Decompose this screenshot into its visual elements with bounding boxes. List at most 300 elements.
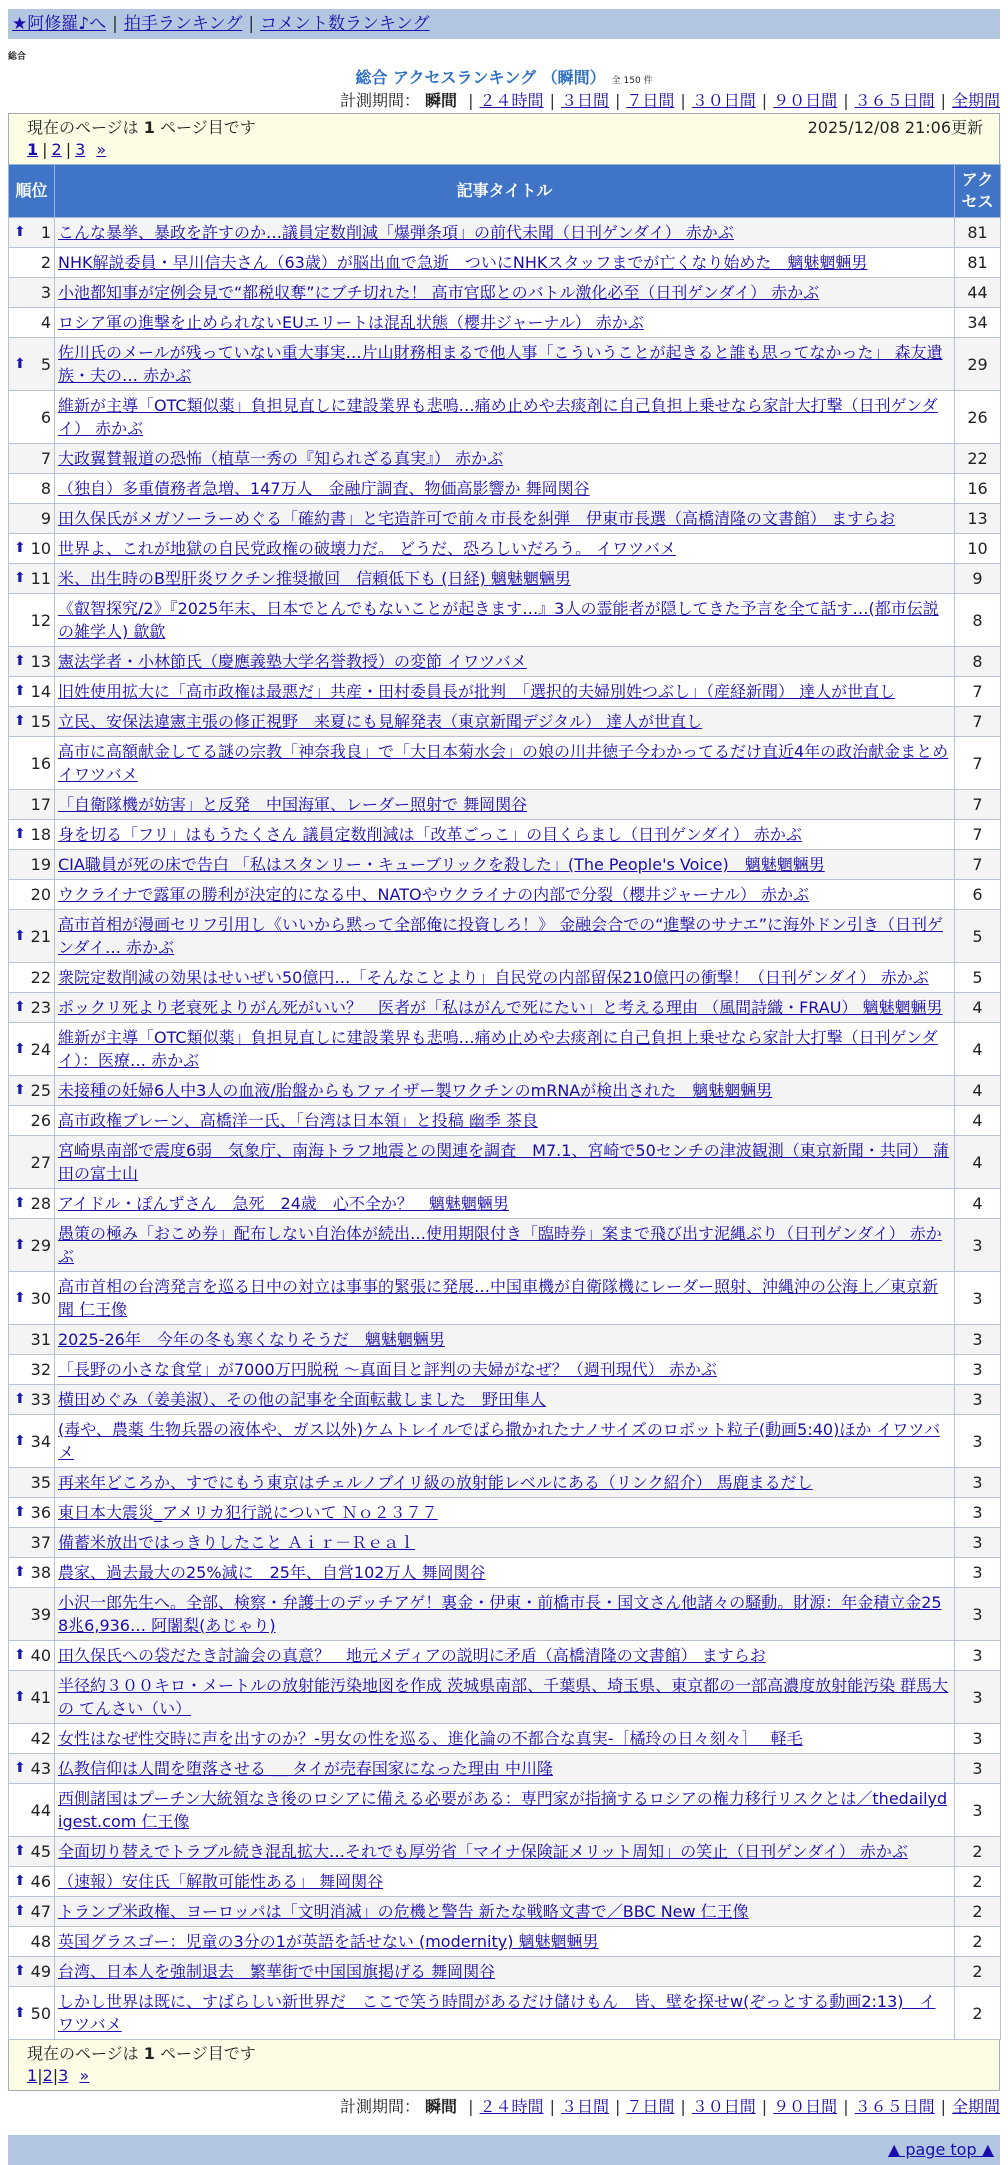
rank-cell <box>9 993 55 1023</box>
ranking-table <box>8 164 1001 2040</box>
rank-number: 41 <box>30 1687 51 1707</box>
article-title-link[interactable]: 憲法学者・小林節氏（慶應義塾大学名誉教授）の変節 イワツバメ <box>58 652 527 671</box>
rank-number: 7 <box>40 449 51 468</box>
rank-number: 25 <box>30 1081 51 1100</box>
table-row <box>9 963 1001 993</box>
access-count: 7 <box>955 850 1001 880</box>
access-count: 4 <box>955 993 1001 1023</box>
table-row <box>9 504 1001 534</box>
header-access: アクセス <box>955 165 1001 218</box>
rank-number: 5 <box>40 354 51 374</box>
article-title-link[interactable]: （独自）多重債務者急増、147万人 金融庁調査、物価高影響か 舞岡関谷 <box>58 479 590 498</box>
article-title-link[interactable]: 維新が主導「OTC類似薬」負担見直しに建設業界も悲鳴…痛め止めや去痰剤に自己負担上乗せなら家計大打撃（日刊ゲンダイ）：医療… 赤かぶ <box>58 1028 938 1070</box>
table-row <box>9 1957 1001 1987</box>
period-link[interactable]: ３６５日間 <box>854 91 935 110</box>
title-cell <box>55 820 955 850</box>
table-row <box>9 564 1001 594</box>
title-cell <box>55 1385 955 1415</box>
title-cell <box>55 880 955 910</box>
page-separator: | <box>52 2066 59 2085</box>
page-links <box>27 2065 983 2087</box>
article-title-link[interactable]: 台湾、日本人を強制退去 繁華街で中国国旗掲げる 舞岡関谷 <box>58 1962 496 1981</box>
page-link-3[interactable]: 3 <box>75 140 86 159</box>
title-cell <box>55 248 955 278</box>
access-count: 5 <box>955 910 1001 963</box>
bottom-bar <box>8 2135 1000 2165</box>
rank-number: 13 <box>30 652 51 671</box>
article-title-link[interactable]: 全面切り替えでトラブル続き混乱拡大…それでも厚労省「マイナ保険証メリット周知」の笑止（日刊ゲンダイ） 赤かぶ <box>58 1842 908 1861</box>
period-separator: | <box>468 91 474 110</box>
article-title-link[interactable]: 米、出生時のB型肝炎ワクチン推奨撤回 信頼低下も (日経) 魑魅魍魎男 <box>58 569 571 588</box>
period-link[interactable]: ３日間 <box>560 2097 609 2116</box>
title-cell <box>55 1867 955 1897</box>
title-cell <box>55 1754 955 1784</box>
up-arrow-icon: ⬆ <box>14 1903 26 1919</box>
title-cell <box>55 338 955 391</box>
period-label: 計測期間： <box>339 91 420 110</box>
table-row <box>9 1106 1001 1136</box>
rank-cell <box>9 1641 55 1671</box>
rank-number: 14 <box>30 682 51 701</box>
rank-cell <box>9 594 55 647</box>
rank-cell <box>9 1498 55 1528</box>
article-title-link[interactable]: 旧姓使用拡大に「高市政権は最悪だ」共産・田村委員長が批判 「選択的夫婦別姓つぶし」（産経新聞） 達人が世直し <box>58 682 896 701</box>
table-row <box>9 1076 1001 1106</box>
period-separator: | <box>940 91 946 110</box>
page-link-2[interactable]: 2 <box>42 2066 53 2085</box>
table-row <box>9 1837 1001 1867</box>
table-row <box>9 1498 1001 1528</box>
rank-cell <box>9 1897 55 1927</box>
table-row <box>9 1641 1001 1671</box>
rank-number: 16 <box>30 753 51 773</box>
access-count: 26 <box>955 391 1001 444</box>
period-link[interactable]: ２４時間 <box>479 2097 544 2116</box>
title-cell <box>55 1784 955 1837</box>
access-count: 3 <box>955 1325 1001 1355</box>
rank-cell <box>9 1076 55 1106</box>
access-count: 9 <box>955 564 1001 594</box>
article-title-link[interactable]: 西側諸国はプーチン大統領なき後のロシアに備える必要がある：専門家が指摘するロシアの権力移行リスクとは／thedailydigest.com 仁王像 <box>58 1789 948 1831</box>
article-title-link[interactable]: 高市政権ブレーン、高橋洋一氏、「台湾は日本領」と投稿 幽季 茶良 <box>58 1111 538 1130</box>
period-separator: | <box>680 2097 686 2116</box>
next-page-link[interactable]: » <box>96 140 107 159</box>
table-row <box>9 1987 1001 2040</box>
access-count: 44 <box>955 278 1001 308</box>
rank-cell <box>9 1272 55 1325</box>
title-cell <box>55 737 955 790</box>
rank-number: 6 <box>40 407 51 427</box>
period-separator: | <box>843 2097 849 2116</box>
access-count: 22 <box>955 444 1001 474</box>
period-separator: | <box>614 91 621 110</box>
title-cell <box>55 707 955 737</box>
access-count: 3 <box>955 1558 1001 1588</box>
article-title-link[interactable]: 維新が主導「OTC類似薬」負担見直しに建設業界も悲鳴…痛め止めや去痰剤に自己負担上乗せなら家計大打撃（日刊ゲンダイ） 赤かぶ <box>58 396 938 438</box>
rank-cell <box>9 338 55 391</box>
up-arrow-icon: ⬆ <box>14 999 26 1015</box>
period-separator: | <box>549 91 555 110</box>
up-arrow-icon: ⬆ <box>14 653 26 669</box>
period-current: 瞬間 <box>425 2097 458 2116</box>
table-row <box>9 1136 1001 1189</box>
title-cell <box>55 1927 955 1957</box>
rank-number: 32 <box>30 1360 51 1379</box>
article-title-link[interactable]: 仏教信仰は人間を堕落させる ＿ タイが売春国家になった理由 中川隆 <box>58 1759 553 1778</box>
period-link[interactable]: 全期間 <box>951 91 1000 110</box>
rank-cell <box>9 1588 55 1641</box>
rank-number: 4 <box>40 313 51 332</box>
up-arrow-icon: ⬆ <box>14 540 26 556</box>
rank-number: 45 <box>30 1842 51 1861</box>
rank-cell <box>9 1784 55 1837</box>
table-row <box>9 1189 1001 1219</box>
clap-ranking-link[interactable]: 拍手ランキング <box>123 14 243 34</box>
access-count: 4 <box>955 1076 1001 1106</box>
article-title-link[interactable]: 英国グラスゴー：児童の3分の1が英語を話せない (modernity) 魑魅魍魎男 <box>58 1932 599 1951</box>
rank-cell <box>9 1136 55 1189</box>
up-arrow-icon: ⬆ <box>14 1195 26 1211</box>
nav-separator: | <box>248 14 255 34</box>
period-link[interactable]: ３０日間 <box>691 2097 756 2116</box>
rank-number: 35 <box>30 1473 51 1492</box>
title-cell <box>55 534 955 564</box>
access-count: 3 <box>955 1754 1001 1784</box>
rank-cell <box>9 218 55 248</box>
access-count: 3 <box>955 1528 1001 1558</box>
table-row <box>9 594 1001 647</box>
table-row <box>9 1385 1001 1415</box>
up-arrow-icon: ⬆ <box>14 1432 26 1449</box>
article-title-link[interactable]: 《叡智探究/2》『2025年末、日本でとんでもないことが起きます…』3人の霊能者が隠してきた予言を全て話す…(都市伝説の雑学人) 歙歙 <box>58 599 939 641</box>
access-count: 3 <box>955 1724 1001 1754</box>
article-title-link[interactable]: 立民、安保法違憲主張の修正視野 来夏にも見解発表（東京新聞デジタル） 達人が世直し <box>58 712 703 731</box>
title-cell <box>55 391 955 444</box>
up-arrow-icon: ⬆ <box>14 1760 26 1776</box>
page-separator: | <box>42 140 48 159</box>
up-arrow-icon: ⬆ <box>14 1391 26 1407</box>
title-cell <box>55 1837 955 1867</box>
access-count: 7 <box>955 677 1001 707</box>
access-count: 34 <box>955 308 1001 338</box>
title-cell <box>55 790 955 820</box>
article-title-link[interactable]: 身を切る「フリ」はもうたくさん 議員定数削減は「改革ごっこ」の目くらまし（日刊ゲンダイ） 赤かぶ <box>58 825 802 844</box>
table-row <box>9 1724 1001 1754</box>
rank-number: 15 <box>30 712 51 731</box>
article-title-link[interactable]: 大政翼賛報道の恐怖（植草一秀の『知られざる真実』） 赤かぶ <box>58 449 504 468</box>
table-row <box>9 308 1001 338</box>
rank-number: 27 <box>30 1152 51 1172</box>
rank-number: 42 <box>30 1729 51 1748</box>
article-title-link[interactable]: 「自衛隊機が妨害」と反発 中国海軍、レーダー照射で 舞岡関谷 <box>58 795 528 814</box>
rank-cell <box>9 1355 55 1385</box>
title-cell <box>55 594 955 647</box>
rank-number: 8 <box>40 479 51 498</box>
up-arrow-icon: ⬆ <box>14 713 26 729</box>
up-arrow-icon: ⬆ <box>14 1040 26 1057</box>
article-title-link[interactable]: (毒や、農薬 生物兵器の液体や、ガス以外)ケムトレイルでばら撒かれたナノサイズのロボット粒子(動画5:40)ほか イワツバメ <box>58 1420 941 1462</box>
table-row <box>9 248 1001 278</box>
article-title-link[interactable]: CIA職員が死の床で告白 「私はスタンリー・キューブリックを殺した」(The People's Voice) 魑魅魍魎男 <box>58 855 825 874</box>
article-title-link[interactable]: 愚策の極み「おこめ券」配布しない自治体が続出…使用期限付き「臨時券」案まで飛び出す泥縄ぶり（日刊ゲンダイ） 赤かぶ <box>58 1224 942 1266</box>
article-title-link[interactable]: ロシア軍の進撃を止められないEUエリートは混乱状態（櫻井ジャーナル） 赤かぶ <box>58 313 644 332</box>
page-title-text: 総合 アクセスランキング （瞬間） <box>355 68 606 87</box>
access-count: 2 <box>955 1927 1001 1957</box>
rank-cell <box>9 444 55 474</box>
access-count: 7 <box>955 790 1001 820</box>
ranking-table-body <box>9 218 1001 2040</box>
access-count: 3 <box>955 1641 1001 1671</box>
up-arrow-icon: ⬆ <box>14 1082 26 1098</box>
page-link-1[interactable]: 1 <box>27 140 39 159</box>
article-title-link[interactable]: 再来年どころか、すでにもう東京はチェルノブイリ級の放射能レベルにある（リンク紹介） 馬鹿まるだし <box>58 1473 813 1492</box>
period-separator: | <box>468 2097 474 2116</box>
access-count: 5 <box>955 963 1001 993</box>
article-title-link[interactable]: （速報）安住氏「解散可能性ある」 舞岡関谷 <box>58 1872 384 1891</box>
up-arrow-icon: ⬆ <box>14 224 26 240</box>
rank-number: 49 <box>30 1962 51 1981</box>
title-cell <box>55 647 955 677</box>
article-title-link[interactable]: 2025-26年 今年の冬も寒くなりそうだ 魑魅魍魎男 <box>58 1330 445 1349</box>
rank-cell <box>9 1468 55 1498</box>
table-row <box>9 677 1001 707</box>
period-link[interactable]: ３６５日間 <box>854 2097 935 2116</box>
title-cell <box>55 564 955 594</box>
rank-cell <box>9 1837 55 1867</box>
access-count: 7 <box>955 737 1001 790</box>
article-title-link[interactable]: 世界よ、これが地獄の自民党政権の破壊力だ。 どうだ、恐ろしいだろう。 イワツバメ <box>58 539 676 558</box>
title-cell <box>55 1897 955 1927</box>
access-count: 4 <box>955 1106 1001 1136</box>
rank-number: 38 <box>30 1563 51 1582</box>
article-title-link[interactable]: アイドル・ぽんずさん 急死 24歳 心不全か？ 魑魅魍魎男 <box>58 1194 509 1213</box>
article-title-link[interactable]: トランプ米政権、ヨーロッパは「文明消滅」の危機と警告 新たな戦略文書で／BBC New 仁王像 <box>58 1902 749 1921</box>
article-title-link[interactable]: 小池都知事が定例会見で“都税収奪”にブチ切れた！ 高市官邸とのバトル激化必至（日刊ゲンダイ） 赤かぶ <box>58 283 820 302</box>
page-link-1[interactable]: 1 <box>27 2066 38 2085</box>
rank-cell <box>9 910 55 963</box>
up-arrow-icon: ⬆ <box>14 1963 26 1979</box>
article-title-link[interactable]: 衆院定数削減の効果はせいぜい50億円…「そんなことより」自民党の内部留保210億円の衝撃！（日刊ゲンダイ） 赤かぶ <box>58 968 929 987</box>
article-title-link[interactable]: 佐川氏のメールが残っていない重大事実…片山財務相まるで他人事「こういうことが起きると誰も思ってなかった」 森友遺族・夫の… 赤かぶ <box>58 343 943 385</box>
next-page-link[interactable]: » <box>79 2066 90 2085</box>
access-count: 13 <box>955 504 1001 534</box>
title-cell <box>55 1724 955 1754</box>
table-row <box>9 338 1001 391</box>
period-link[interactable]: ９０日間 <box>773 91 838 110</box>
title-cell <box>55 1671 955 1724</box>
rank-cell <box>9 1219 55 1272</box>
access-count: 16 <box>955 474 1001 504</box>
article-title-link[interactable]: しかし世界は既に、すばらしい新世界だ ここで笑う時間があるだけ儲けもん 皆、壁を探せw(ぞっとする動画2:13) イワツバメ <box>58 1992 936 2034</box>
rank-cell <box>9 1558 55 1588</box>
up-arrow-icon: ⬆ <box>14 1564 26 1580</box>
period-link[interactable]: ３０日間 <box>691 91 756 110</box>
article-title-link[interactable]: ポックリ死より老衰死よりがん死がいい？ 医者が「私はがんで死にたい」と考える理由 （風間詩織・FRAU） 魑魅魍魎男 <box>58 998 943 1017</box>
page-links <box>27 139 983 161</box>
period-selector-top <box>8 89 1000 113</box>
period-link[interactable]: ７日間 <box>626 91 675 110</box>
table-row <box>9 993 1001 1023</box>
title-cell <box>55 308 955 338</box>
rank-number: 12 <box>30 610 51 630</box>
article-title-link[interactable]: こんな暴挙、暴政を許すのか…議員定数削減「爆弾条項」の前代未聞（日刊ゲンダイ） 赤かぶ <box>58 223 734 242</box>
period-separator: | <box>614 2097 621 2116</box>
table-row <box>9 1671 1001 1724</box>
access-count: 3 <box>955 1272 1001 1325</box>
up-arrow-icon: ⬆ <box>14 1873 26 1889</box>
page-link-3[interactable]: 3 <box>58 2066 69 2085</box>
article-title-link[interactable]: 田久保氏への袋だたき討論会の真意？ 地元メディアの説明に矛盾（高橋清隆の文書館） ますらお <box>58 1646 766 1665</box>
rank-number: 30 <box>30 1288 51 1308</box>
title-cell <box>55 1106 955 1136</box>
rank-number: 44 <box>30 1800 51 1820</box>
page-title <box>8 67 1000 89</box>
rank-cell <box>9 1189 55 1219</box>
rank-cell <box>9 1385 55 1415</box>
comment-ranking-link[interactable]: コメント数ランキング <box>260 14 430 34</box>
table-row <box>9 391 1001 444</box>
rank-cell <box>9 850 55 880</box>
access-count: 2 <box>955 1987 1001 2040</box>
article-title-link[interactable]: 小沢一郎先生へ。全部、検察・弁護士のデッチアゲ！裏金・伊東・前橋市長・国文さん他諸々の騒動。財源：年金積立金258兆6,936… 阿闍梨(あじゃり) <box>58 1593 942 1635</box>
up-arrow-icon: ⬆ <box>14 1289 26 1306</box>
up-arrow-icon: ⬆ <box>14 927 26 944</box>
title-cell <box>55 1528 955 1558</box>
table-row <box>9 910 1001 963</box>
title-cell <box>55 1219 955 1272</box>
rank-number: 10 <box>30 539 51 558</box>
access-count: 3 <box>955 1468 1001 1498</box>
article-title-link[interactable]: 高市首相の台湾発言を巡る日中の対立は事事的緊張に発展…中国車機が自衛隊機にレーダー照射、沖縄沖の公海上／東京新聞 仁王像 <box>58 1277 939 1319</box>
table-row <box>9 1468 1001 1498</box>
period-link[interactable]: ９０日間 <box>773 2097 838 2116</box>
article-title-link[interactable]: 宮崎県南部で震度6弱 気象庁、南海トラフ地震との関連を調査 M7.1、宮崎で50センチの津波観測（東京新聞・共同） 蒲田の富士山 <box>58 1141 949 1183</box>
rank-cell <box>9 963 55 993</box>
title-cell <box>55 474 955 504</box>
rank-cell <box>9 1987 55 2040</box>
rank-cell <box>9 647 55 677</box>
article-title-link[interactable]: 東日本大震災_アメリカ犯行説について Ｎｏ２３７７ <box>58 1503 438 1522</box>
rank-cell <box>9 880 55 910</box>
rank-number: 22 <box>30 968 51 987</box>
rank-cell <box>9 820 55 850</box>
article-title-link[interactable]: 女性はなぜ性交時に声を出すのか？-男女の性を巡る、進化論の不都合な真実-［橘玲の日々刻々］ 軽毛 <box>58 1729 803 1748</box>
rank-number: 48 <box>30 1932 51 1951</box>
rank-number: 2 <box>40 253 51 272</box>
period-link[interactable]: ３日間 <box>560 91 609 110</box>
rank-cell <box>9 278 55 308</box>
access-count: 3 <box>955 1355 1001 1385</box>
table-row <box>9 1588 1001 1641</box>
access-count: 7 <box>955 820 1001 850</box>
access-count: 3 <box>955 1385 1001 1415</box>
period-link[interactable]: 全期間 <box>951 2097 1000 2116</box>
article-title-link[interactable]: 「長野の小さな食堂」が7000万円脱税 ～真面目と評判の夫婦がなぜ？（週刊現代） 赤かぶ <box>58 1360 717 1379</box>
page-link-2[interactable]: 2 <box>51 140 62 159</box>
article-title-link[interactable]: NHK解説委員・早川信夫さん（63歳）が脳出血で急逝 ついにNHKスタッフまでが亡くなり始めた 魑魅魍魎男 <box>58 253 868 272</box>
title-cell <box>55 1468 955 1498</box>
article-title-link[interactable]: ウクライナで露軍の勝利が決定的になる中、NATOやウクライナの内部で分裂（櫻井ジャーナル） 赤かぶ <box>58 885 810 904</box>
period-selector-bottom <box>8 2095 1000 2119</box>
rank-cell <box>9 391 55 444</box>
access-count: 7 <box>955 707 1001 737</box>
rank-cell <box>9 790 55 820</box>
article-title-link[interactable]: 備蓄米放出ではっきりしたこと Ａｉｒ－Ｒｅａｌ <box>58 1533 416 1552</box>
article-title-link[interactable]: 半径約３００キロ・メートルの放射能汚染地図を作成 茨城県南部、千葉県、埼玉県、東京都の一部高濃度放射能汚染 群馬大の てんさい（い） <box>58 1676 949 1718</box>
title-cell <box>55 1076 955 1106</box>
period-separator: | <box>843 91 849 110</box>
table-row <box>9 278 1001 308</box>
page-top-link[interactable]: ▲ page top ▲ <box>887 2140 994 2159</box>
rank-cell <box>9 1867 55 1897</box>
access-count: 2 <box>955 1867 1001 1897</box>
access-count: 3 <box>955 1498 1001 1528</box>
table-row <box>9 820 1001 850</box>
rank-number: 47 <box>30 1902 51 1921</box>
table-row <box>9 474 1001 504</box>
title-cell <box>55 1189 955 1219</box>
current-page-text: 現在のページは 1 ページ目です <box>27 118 256 137</box>
up-arrow-icon: ⬆ <box>14 355 26 372</box>
article-title-link[interactable]: 高市に高額献金してる謎の宗教「神奈我良」で「大日本菊水会」の娘の川井徳子今わかってるだけ直近4年の政治献金まとめ イワツバメ <box>58 742 949 784</box>
table-header-row <box>9 165 1001 218</box>
article-title-link[interactable]: 未接種の妊婦6人中3人の血液/胎盤からもファイザー製ワクチンのmRNAが検出された 魑魅魍魎男 <box>58 1081 773 1100</box>
period-link[interactable]: ７日間 <box>626 2097 675 2116</box>
rank-cell <box>9 564 55 594</box>
article-title-link[interactable]: 農家、過去最大の25%減に 25年、自営102万人 舞岡関谷 <box>58 1563 486 1582</box>
up-arrow-icon: ⬆ <box>14 1647 26 1663</box>
rank-cell <box>9 1528 55 1558</box>
rank-number: 37 <box>30 1533 51 1552</box>
table-row <box>9 218 1001 248</box>
table-row <box>9 534 1001 564</box>
table-row <box>9 850 1001 880</box>
rank-number: 21 <box>30 926 51 946</box>
access-count: 2 <box>955 1897 1001 1927</box>
table-row <box>9 1325 1001 1355</box>
table-row <box>9 1558 1001 1588</box>
article-title-link[interactable]: 横田めぐみ（姜美淑）、その他の記事を全面転載しました 野田隼人 <box>58 1390 547 1409</box>
up-arrow-icon: ⬆ <box>14 1843 26 1859</box>
rank-number: 11 <box>30 569 51 588</box>
title-cell <box>55 850 955 880</box>
access-count: 4 <box>955 1189 1001 1219</box>
rank-number: 31 <box>30 1330 51 1349</box>
rank-number: 20 <box>30 885 51 904</box>
access-count: 8 <box>955 594 1001 647</box>
access-count: 8 <box>955 647 1001 677</box>
article-title-link[interactable]: 田久保氏がメガソーラーめぐる「確約書」と宅造許可で前々市長を糾弾 伊東市長選（高橋清隆の文書館） ますらお <box>58 509 896 528</box>
updated-time: 2025/12/08 21:06更新 <box>807 118 983 137</box>
table-row <box>9 707 1001 737</box>
period-link[interactable]: ２４時間 <box>479 91 544 110</box>
period-separator: | <box>940 2097 946 2116</box>
rank-number: 1 <box>40 223 51 242</box>
home-link[interactable]: ★阿修羅♪へ <box>12 14 107 34</box>
up-arrow-icon: ⬆ <box>14 1236 26 1253</box>
title-cell <box>55 218 955 248</box>
rank-number: 29 <box>30 1235 51 1255</box>
header-rank: 順位 <box>9 165 55 218</box>
access-count: 4 <box>955 1023 1001 1076</box>
rank-number: 34 <box>30 1431 51 1451</box>
title-cell <box>55 444 955 474</box>
article-title-link[interactable]: 高市首相が漫画セリフ引用し《いいから黙って全部俺に投資しろ！》 金融会合での“進撃のサナエ”に海外ドン引き（日刊ゲンダイ… 赤かぶ <box>58 915 944 957</box>
period-separator: | <box>680 91 686 110</box>
rank-number: 43 <box>30 1759 51 1778</box>
access-count: 3 <box>955 1671 1001 1724</box>
rank-number: 36 <box>30 1503 51 1522</box>
